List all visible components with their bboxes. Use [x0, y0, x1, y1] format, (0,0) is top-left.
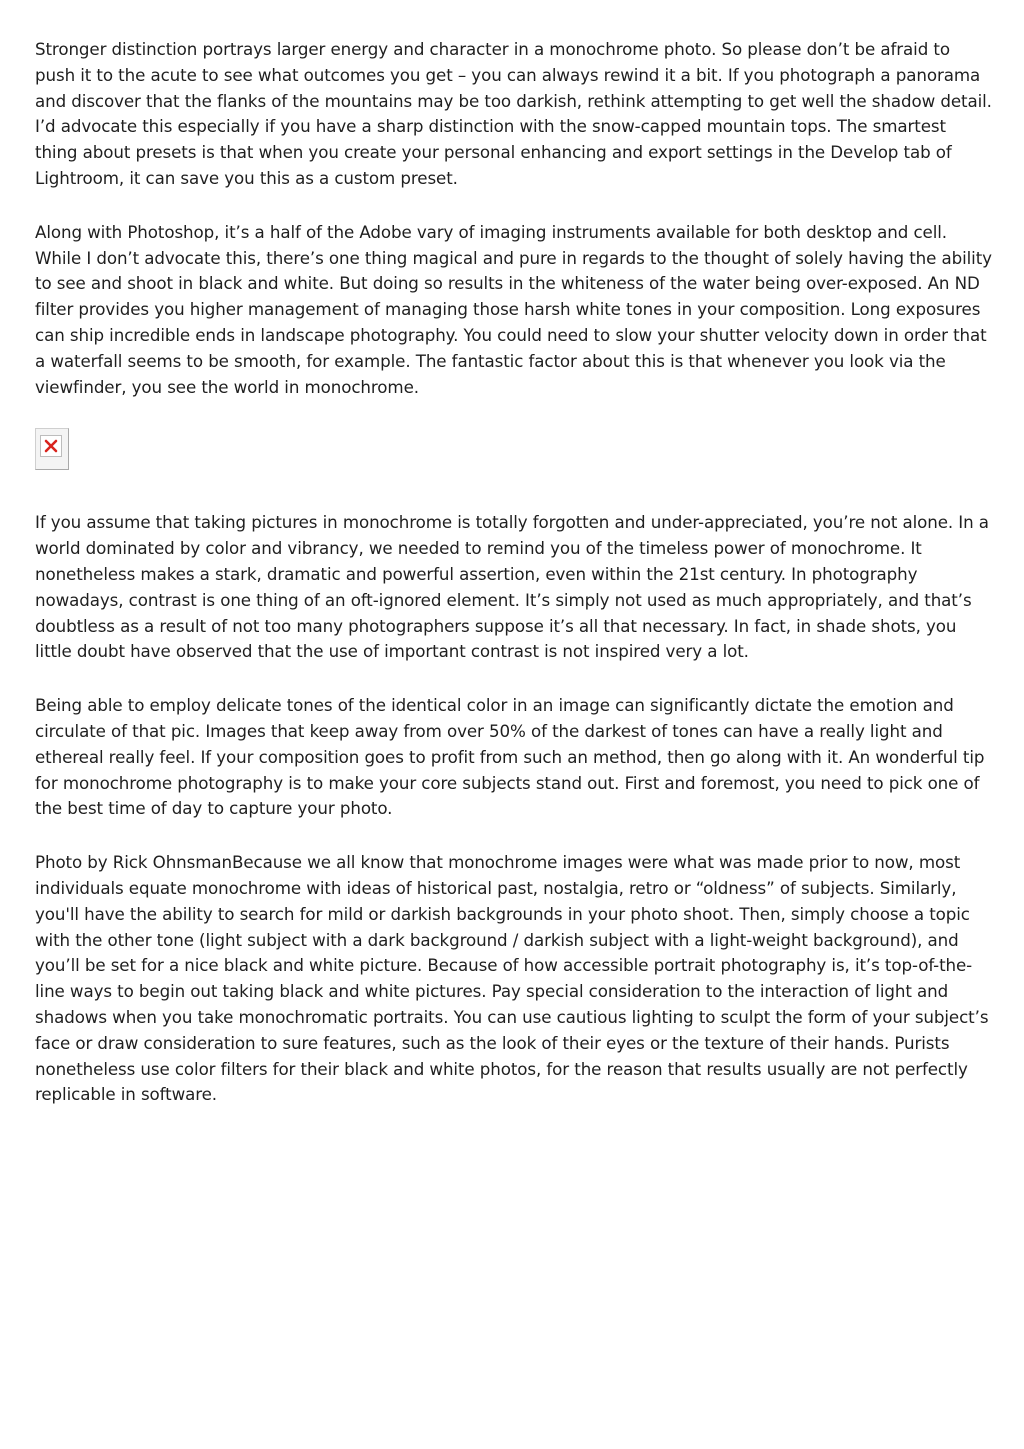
article-paragraph: Being able to employ delicate tones of the identical color in an image can significantly dictate the emotion and circulate of that pic. Images that keep away from over 50% of the darkest of tones can have a really light and ethereal really feel. If your composition goes to profit from such an method, then go along with it. An wonderful tip for monochrome photography is to make your core subjects stand out. First and foremost, you need to pick one of the best time of day to capture your photo.	[35, 695, 985, 819]
article-paragraph: Along with Photoshop, it’s a half of the Adobe vary of imaging instruments available for both desktop and cell. While I don’t advocate this, there’s one thing magical and pure in regards to the thought of solely having the ability to see and shoot in black and white. But doing so results in the whiteness of the water being over-exposed. An ND filter provides you higher management of managing those harsh white tones in your composition. Long exposures can ship incredible ends in landscape photography. You could need to slow your shutter velocity down in order that a waterfall seems to be smooth, for example. The fantastic factor about this is that whenever you look via the viewfinder, you see the world in monochrome.	[35, 221, 992, 397]
close-x-icon	[44, 439, 58, 453]
article-paragraph: If you assume that taking pictures in monochrome is totally forgotten and under-appreciated, you’re not alone. In a world dominated by color and vibrancy, we needed to remind you of the timeless power of monochrome. It nonetheless makes a stark, dramatic and powerful assertion, even within the 21st century. In photography nowadays, contrast is one thing of an oft-ignored element. It’s simply not used as much appropriately, and that’s doubtless as a result of not too many photographers suppose it’s all that necessary. In fact, in shade shots, you little doubt have observed that the use of important contrast is not inspired very a lot.	[35, 512, 989, 662]
article-body	[35, 37, 993, 1108]
broken-image-icon	[35, 428, 69, 470]
article-paragraph: Stronger distinction portrays larger energy and character in a monochrome photo. So please don’t be afraid to push it to the acute to see what outcomes you get – you can always rewind it a bit. If you photograph a panorama and discover that the flanks of the mountains may be too darkish, rethink attempting to get well the shadow detail. I’d advocate this especially if you have a sharp distinction with the snow-capped mountain tops. The smartest thing about presets is that when you create your personal enhancing and export settings in the Develop tab of Lightroom, it can save you this as a custom preset.	[35, 39, 992, 188]
article-paragraph: Photo by Rick OhnsmanBecause we all know that monochrome images were what was made prior to now, most individuals equate monochrome with ideas of historical past, nostalgia, retro or “oldness” of subjects. Similarly, you'll have the ability to search for mild or darkish backgrounds in your photo shoot. Then, simply choose a topic with the other tone (light subject with a dark background / darkish subject with a light-weight background), and you’ll be set for a nice black and white picture. Because of how accessible portrait photography is, it’s top-of-the-line ways to begin out taking black and white pictures. Pay special consideration to the interaction of light and shadows when you take monochromatic portraits. You can use cautious lighting to sculpt the form of your subject’s face or draw consideration to sure features, such as the look of their eyes or the texture of their hands. Purists nonetheless use color filters for their black and white photos, for the reason that results usually are not perfectly replicable in software.	[35, 852, 989, 1105]
